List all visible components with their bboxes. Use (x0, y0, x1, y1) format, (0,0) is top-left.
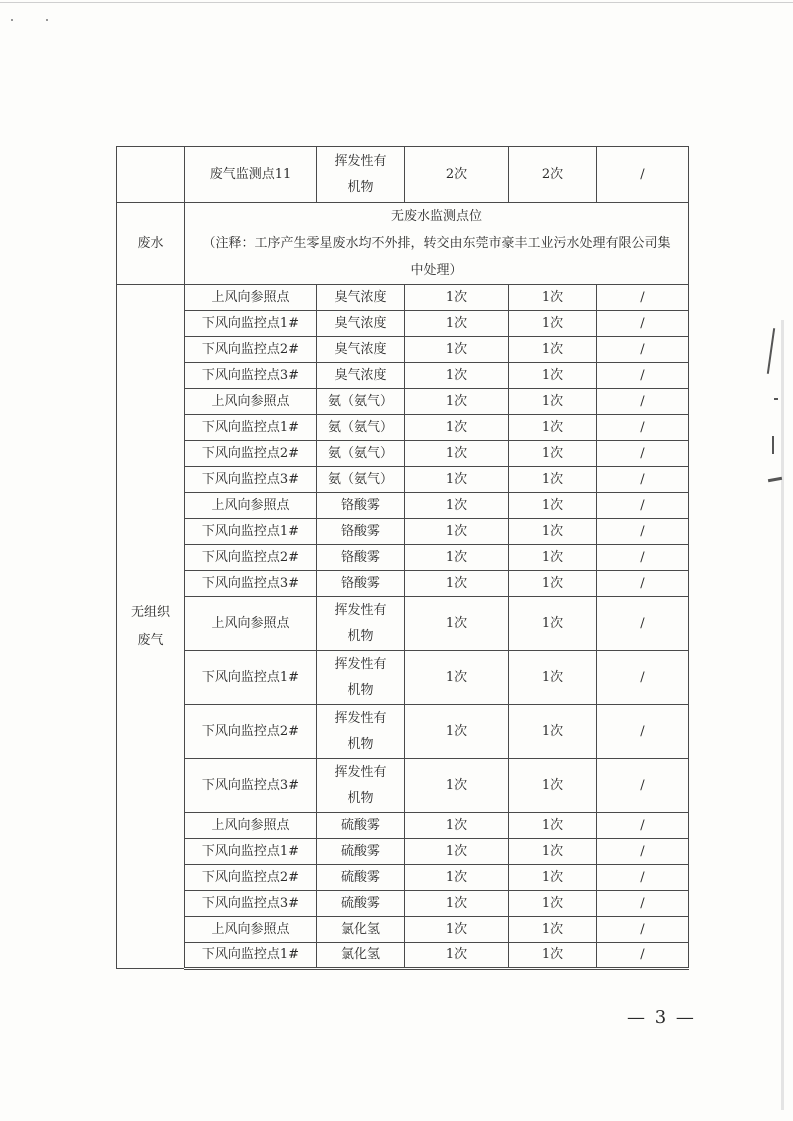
scan-top-edge (0, 2, 793, 3)
table-row (117, 441, 689, 467)
frequency-cell: 1次 (405, 943, 509, 969)
note-cell: / (597, 467, 689, 493)
table-row (117, 705, 689, 759)
table-row (117, 467, 689, 493)
point-cell: 下风向监控点1# (185, 519, 317, 545)
frequency-cell: 1次 (509, 545, 597, 571)
note-cell: / (597, 285, 689, 311)
item-cell: 铬酸雾 (317, 519, 405, 545)
table-row (117, 839, 689, 865)
point-cell: 下风向监控点3# (185, 891, 317, 917)
frequency-cell: 1次 (405, 493, 509, 519)
scan-right-edge (781, 320, 784, 1110)
frequency-cell: 1次 (509, 917, 597, 943)
note-cell: / (597, 917, 689, 943)
frequency-cell: 1次 (509, 389, 597, 415)
note-cell: / (597, 597, 689, 651)
frequency-cell: 1次 (509, 363, 597, 389)
note-cell: / (597, 493, 689, 519)
note-cell: / (597, 759, 689, 813)
item-cell: 硫酸雾 (317, 839, 405, 865)
table-row (117, 597, 689, 651)
note-cell: / (597, 943, 689, 969)
frequency-cell: 2次 (405, 147, 509, 203)
monitoring-table (116, 146, 689, 970)
frequency-cell: 1次 (509, 759, 597, 813)
frequency-cell: 1次 (509, 891, 597, 917)
point-cell: 上风向参照点 (185, 493, 317, 519)
table-row (117, 813, 689, 839)
frequency-cell: 1次 (509, 285, 597, 311)
point-cell: 上风向参照点 (185, 285, 317, 311)
page-number: — 3 — (627, 1007, 696, 1028)
note-cell: / (597, 813, 689, 839)
frequency-cell: 1次 (405, 545, 509, 571)
item-cell: 臭气浓度 (317, 337, 405, 363)
wastewater-title: 无废水监测点位 (390, 209, 482, 224)
note-cell: / (597, 363, 689, 389)
scan-mark (772, 436, 774, 454)
note-cell: / (597, 519, 689, 545)
frequency-cell: 1次 (509, 839, 597, 865)
item-cell: 铬酸雾 (317, 493, 405, 519)
item-cell: 硫酸雾 (317, 813, 405, 839)
frequency-cell: 1次 (509, 943, 597, 969)
category-fugitive-gas (117, 285, 185, 969)
scan-speck (11, 19, 13, 21)
frequency-cell: 1次 (405, 363, 509, 389)
frequency-cell: 1次 (509, 705, 597, 759)
item-cell: 氨（氨气） (317, 389, 405, 415)
category-wastewater: 废水 (117, 203, 185, 285)
table-row (117, 311, 689, 337)
frequency-cell: 1次 (405, 865, 509, 891)
item-cell: 硫酸雾 (317, 865, 405, 891)
table-row (117, 545, 689, 571)
table-row (117, 571, 689, 597)
note-cell: / (597, 415, 689, 441)
point-cell: 下风向监控点2# (185, 441, 317, 467)
frequency-cell: 1次 (509, 337, 597, 363)
frequency-cell: 1次 (405, 441, 509, 467)
note-cell: / (597, 389, 689, 415)
frequency-cell: 1次 (405, 467, 509, 493)
point-cell: 下风向监控点1# (185, 415, 317, 441)
frequency-cell: 1次 (405, 337, 509, 363)
frequency-cell: 1次 (509, 571, 597, 597)
point-cell: 下风向监控点2# (185, 705, 317, 759)
note-cell: / (597, 891, 689, 917)
note-cell: / (597, 545, 689, 571)
table-row (117, 519, 689, 545)
point-cell: 下风向监控点3# (185, 363, 317, 389)
table-row (117, 651, 689, 705)
item-cell: 铬酸雾 (317, 571, 405, 597)
point-cell: 上风向参照点 (185, 917, 317, 943)
table-row (117, 389, 689, 415)
point-cell: 下风向监控点2# (185, 865, 317, 891)
frequency-cell: 1次 (509, 651, 597, 705)
item-cell: 铬酸雾 (317, 545, 405, 571)
table-row (117, 891, 689, 917)
note-cell: / (597, 311, 689, 337)
item-cell: 挥发性有机物 (317, 705, 405, 759)
point-cell: 上风向参照点 (185, 389, 317, 415)
frequency-cell: 1次 (405, 813, 509, 839)
item-cell: 氨（氨气） (317, 415, 405, 441)
point-cell: 下风向监控点1# (185, 311, 317, 337)
frequency-cell: 1次 (405, 597, 509, 651)
point-cell: 下风向监控点2# (185, 545, 317, 571)
item-cell: 臭气浓度 (317, 311, 405, 337)
frequency-cell: 1次 (405, 651, 509, 705)
point-cell: 上风向参照点 (185, 813, 317, 839)
scan-mark (768, 477, 782, 482)
frequency-cell: 1次 (509, 467, 597, 493)
point-cell: 下风向监控点3# (185, 571, 317, 597)
frequency-cell: 1次 (405, 571, 509, 597)
table-row (117, 865, 689, 891)
note-cell: / (597, 147, 689, 203)
wastewater-note-line2: 中处理） (410, 263, 463, 278)
frequency-cell: 1次 (509, 813, 597, 839)
category-line: 无组织 (130, 604, 170, 620)
frequency-cell: 1次 (509, 441, 597, 467)
table-row (117, 147, 689, 203)
point-cell: 上风向参照点 (185, 597, 317, 651)
frequency-cell: 1次 (405, 839, 509, 865)
table-row (117, 415, 689, 441)
item-cell: 硫酸雾 (317, 891, 405, 917)
note-cell: / (597, 441, 689, 467)
table-row (117, 203, 689, 285)
table-row (117, 917, 689, 943)
frequency-cell: 1次 (405, 415, 509, 441)
table-row (117, 363, 689, 389)
point-cell: 下风向监控点2# (185, 337, 317, 363)
point-cell: 下风向监控点1# (185, 651, 317, 705)
item-cell: 氨（氨气） (317, 441, 405, 467)
frequency-cell: 1次 (405, 311, 509, 337)
frequency-cell: 1次 (509, 311, 597, 337)
point-cell: 下风向监控点1# (185, 943, 317, 969)
point-cell: 下风向监控点3# (185, 467, 317, 493)
table-row (117, 759, 689, 813)
frequency-cell: 1次 (509, 597, 597, 651)
wastewater-note-cell (185, 203, 689, 285)
table-row (117, 943, 689, 969)
note-cell: / (597, 571, 689, 597)
point-cell: 废气监测点11 (185, 147, 317, 203)
note-cell: / (597, 865, 689, 891)
frequency-cell: 1次 (509, 415, 597, 441)
scan-mark (767, 328, 775, 374)
frequency-cell: 1次 (405, 389, 509, 415)
note-cell: / (597, 705, 689, 759)
item-cell: 臭气浓度 (317, 363, 405, 389)
category-cell (117, 147, 185, 203)
scan-speck (46, 19, 48, 21)
table-row (117, 337, 689, 363)
item-cell: 挥发性有机物 (317, 759, 405, 813)
note-cell: / (597, 651, 689, 705)
wastewater-note-line1: （注释：工序产生零星废水均不外排，转交由东莞市豪丰工业污水处理有限公司集 (202, 236, 671, 251)
item-cell: 氯化氢 (317, 917, 405, 943)
category-line: 废气 (137, 632, 164, 648)
table-row (117, 493, 689, 519)
frequency-cell: 1次 (405, 759, 509, 813)
frequency-cell: 1次 (509, 865, 597, 891)
note-cell: / (597, 839, 689, 865)
point-cell: 下风向监控点1# (185, 839, 317, 865)
frequency-cell: 1次 (405, 891, 509, 917)
frequency-cell: 1次 (405, 705, 509, 759)
item-cell: 氯化氢 (317, 943, 405, 969)
item-cell: 氨（氨气） (317, 467, 405, 493)
item-cell: 臭气浓度 (317, 285, 405, 311)
frequency-cell: 2次 (509, 147, 597, 203)
point-cell: 下风向监控点3# (185, 759, 317, 813)
frequency-cell: 1次 (405, 519, 509, 545)
item-cell: 挥发性有机物 (317, 651, 405, 705)
frequency-cell: 1次 (405, 917, 509, 943)
frequency-cell: 1次 (509, 493, 597, 519)
table-row (117, 285, 689, 311)
note-cell: / (597, 337, 689, 363)
item-cell: 挥发性有机物 (317, 147, 405, 203)
frequency-cell: 1次 (509, 519, 597, 545)
scan-mark (774, 398, 778, 400)
frequency-cell: 1次 (405, 285, 509, 311)
item-cell: 挥发性有机物 (317, 597, 405, 651)
